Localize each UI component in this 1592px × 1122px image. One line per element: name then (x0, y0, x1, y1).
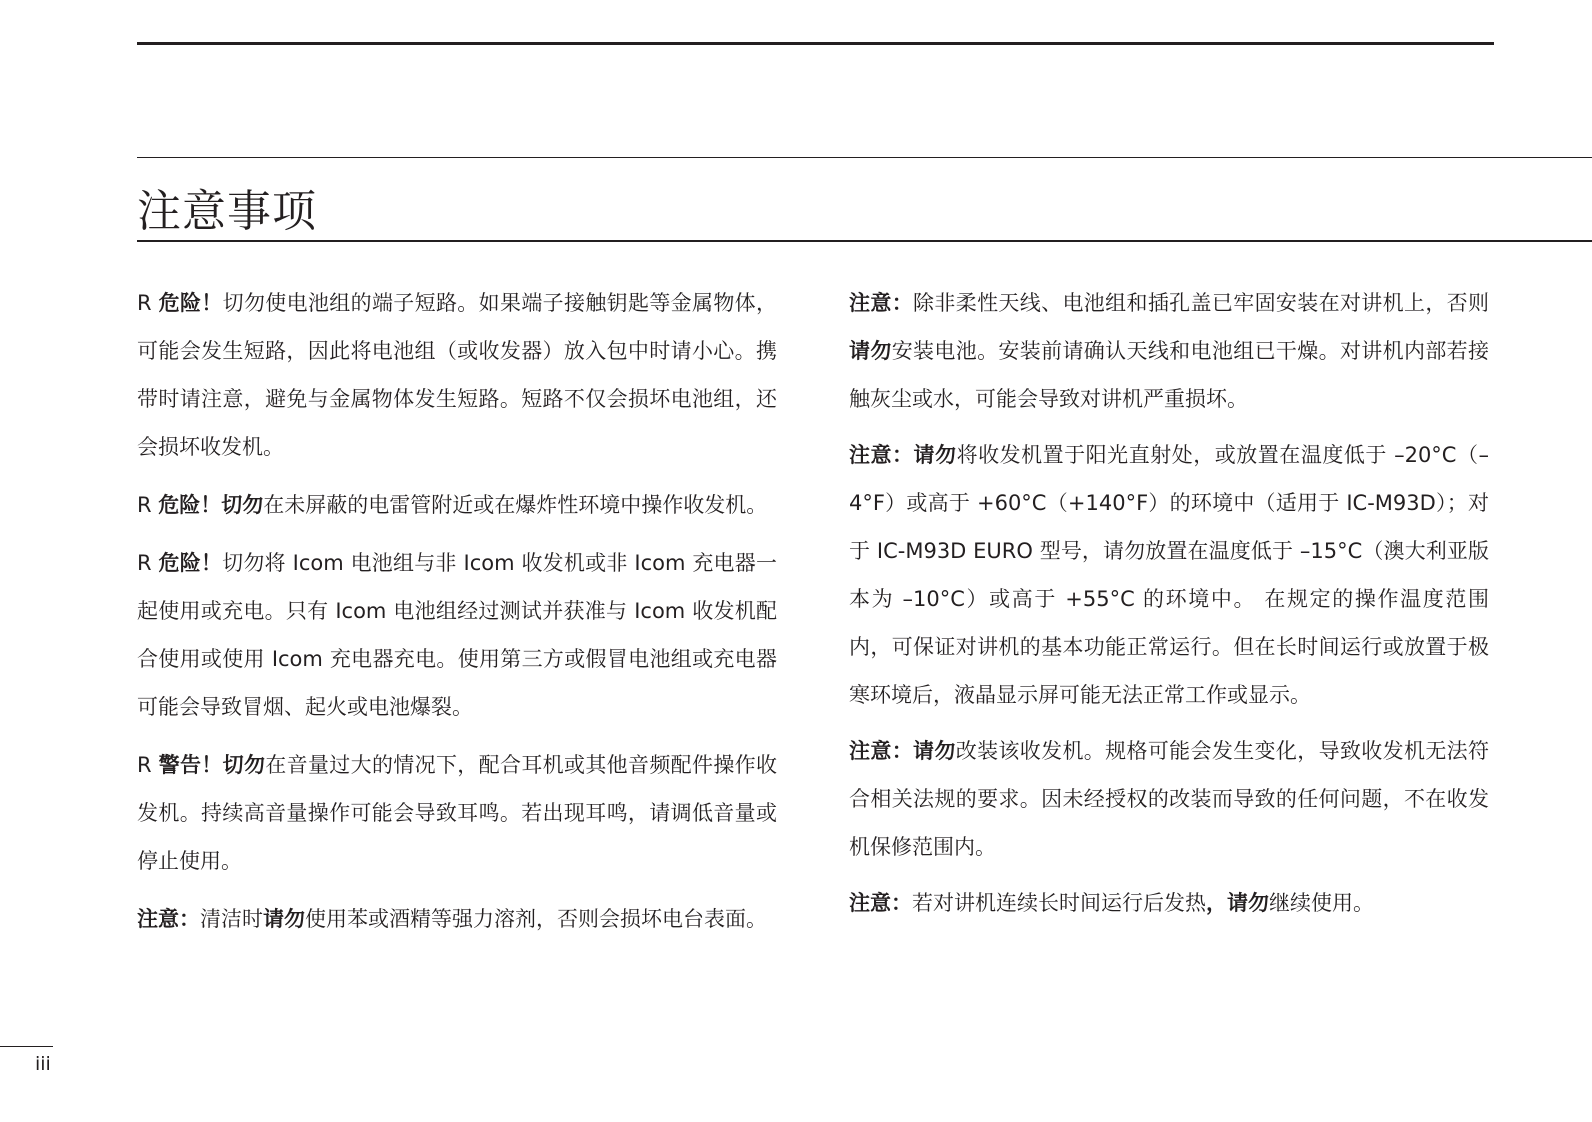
right-column (849, 279, 1489, 935)
bold-text: 注意：请勿 (849, 443, 957, 467)
text-run: 继续使用。 (1269, 891, 1374, 915)
page-number-rule (0, 1046, 53, 1047)
bold-text: 注意：请勿 (849, 739, 956, 763)
title-underline (137, 240, 1592, 242)
bold-text: ，请勿 (1206, 891, 1269, 915)
bold-text: 注意： (849, 291, 914, 315)
paragraph (849, 879, 1489, 927)
paragraph (137, 539, 777, 731)
bold-text: 请勿 (849, 339, 892, 363)
paragraph (137, 481, 777, 529)
text-run: 安装电池。安装前请确认天线和电池组已干燥。对讲机内部若接触灰尘或水，可能会导致对讲机严重损坏。 (849, 339, 1490, 411)
text-run: 切勿使电池组的端子短路。如果端子接触钥匙等金属物体，可能会发生短路，因此将电池组（或收发器）放入包中时请小心。携带时请注意，避免与金属物体发生短路。短路不仅会损坏电池组，还会损坏收发机。 (137, 291, 778, 459)
text-run: 切勿将 Icom 电池组与非 Icom 收发机或非 Icom 充电器一起使用或充电。只有 Icom 电池组经过测试并获准与 Icom 收发机配合使用或使用 Icom 充电器充电。使用第三方或假冒电池组或充电器可能会导致冒烟、起火或电池爆裂。 (137, 551, 777, 719)
top-rule (137, 42, 1494, 45)
text-run: 使用苯或酒精等强力溶剂，否则会损坏电台表面。 (305, 907, 767, 931)
text-run: 将收发机置于阳光直射处，或放置在温度低于 –20°C（–4°F）或高于 +60°C（+140°F）的环境中（适用于 IC-M93D）；对于 IC-M93D EURO 型号，请勿放置在温度低于 –15°C（澳大利亚版本为 –10°C）或高于 +55°C 的环境中。 在规定的操作温度范围内，可保证对讲机的基本功能正常运行。但在长时间运行或放置于极寒环境后，液晶显示屏可能无法正常工作或显示。 (849, 443, 1489, 707)
bold-text: 危险！ (158, 291, 223, 315)
text-run: 在未屏蔽的电雷管附近或在爆炸性环境中操作收发机。 (263, 493, 768, 517)
paragraph (849, 279, 1489, 423)
paragraph (849, 727, 1489, 871)
bold-text: 危险！切勿 (158, 493, 264, 517)
bold-text: 注意： (849, 891, 912, 915)
paragraph (137, 279, 777, 471)
bold-text: 请勿 (263, 907, 305, 931)
text-run: 改装该收发机。规格可能会发生变化，导致收发机无法符合相关法规的要求。因未经授权的改装而导致的任何问题，不在收发机保修范围内。 (849, 739, 1490, 859)
paragraph (137, 895, 777, 943)
bold-text: 危险！ (158, 551, 223, 575)
text-run: 在音量过大的情况下，配合耳机或其他音频配件操作收发机。持续高音量操作可能会导致耳鸣。若出现耳鸣，请调低音量或停止使用。 (137, 753, 778, 873)
section-rule (137, 157, 1592, 158)
text-run: R (137, 753, 159, 777)
bold-text: 警告！切勿 (158, 753, 266, 777)
text-run: R (137, 551, 159, 575)
text-run: 清洁时 (200, 907, 263, 931)
bold-text: 注意： (137, 907, 200, 931)
paragraph (849, 431, 1489, 719)
page-number: iii (35, 1053, 51, 1075)
text-run: 除非柔性天线、电池组和插孔盖已牢固安装在对讲机上，否则 (913, 291, 1490, 315)
paragraph (137, 741, 777, 885)
text-run: R (137, 291, 159, 315)
text-run: 若对讲机连续长时间运行后发热 (912, 891, 1206, 915)
text-run: R (137, 493, 159, 517)
section-title: 注意事项 (137, 186, 317, 237)
left-column (137, 279, 777, 953)
